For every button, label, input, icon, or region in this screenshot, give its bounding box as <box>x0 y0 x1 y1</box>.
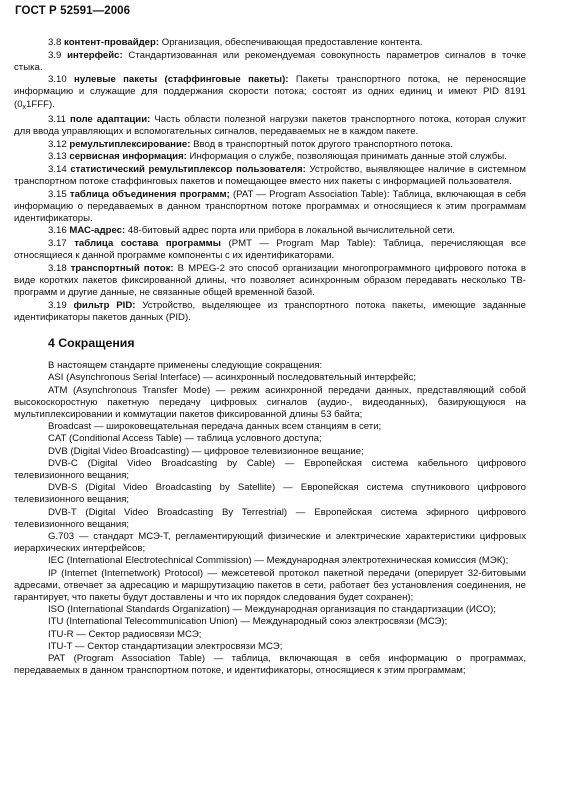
definition-text-tail: 1FFF). <box>26 98 55 110</box>
definition-number: 3.18 <box>48 262 67 274</box>
abbreviation-item: DVB-C (Digital Video Broadcasting by Cable) — Европейская система кабельного цифрового телевизионного вещания; <box>14 457 526 481</box>
abbreviation-item: ITU-T — Сектор стандартизации электросвязи МСЭ; <box>48 640 283 652</box>
abbreviation-item: CAT (Conditional Access Table) — таблица условного доступа; <box>48 433 322 445</box>
abbreviation-item: Broadcast — широковещательная передача данных всем станциям в сети; <box>48 421 382 433</box>
definition-text: Часть области полезной нагрузки пакетов транспортного потока, которая служит для ввода управляющих и вспомогательных сигналов, передаваемых не в каждом пакете. <box>14 114 526 138</box>
abbreviation-item: DVB-S (Digital Video Broadcasting by Satellite) — Европейская система спутникового цифрового телевизионного вещания; <box>14 482 526 506</box>
definition-item <box>14 300 526 324</box>
abbreviation-item: ITU (International Telecommunication Union) — Международный союз электросвязи (МСЭ); <box>48 616 448 628</box>
definition-term: фильтр PID: <box>73 299 136 311</box>
section-4-title: 4 Сокращения <box>48 335 135 350</box>
definition-text: Организация, обеспечивающая предоставление контента. <box>161 37 423 48</box>
definition-term: таблица объединения программ; <box>69 188 230 200</box>
abbreviation-item: DVB (Digital Video Broadcasting) — цифровое телевизионное вещание; <box>48 445 364 457</box>
definition-text: Ввод в транспортный поток другого транспортного потока. <box>193 138 453 150</box>
abbreviation-item: IEC (International Electrotechnical Commission) — Международная электротехническая комиссия (МЭК); <box>48 555 509 567</box>
definition-number: 3.10 <box>48 74 67 86</box>
definition-term: статистический ремультиплексор пользователя: <box>70 163 306 175</box>
definition-number: 3.16 <box>48 225 67 237</box>
definition-text: (PAT — Program Association Table): Таблица, включающая в себя информацию о передаваемых в данном транспортном потоке программах и относящиеся к этим программам идентификаторы. <box>14 188 527 224</box>
abbreviation-item: DVB-T (Digital Video Broadcasting By Terrestrial) — Европейская система эфирного цифрового телевизионного вещания; <box>14 506 526 530</box>
definition-text: В MPEG-2 это способ организации многопрограммного цифрового потока в виде коротких пакетов фиксированной длины, что позволяет асинхронным образом передавать несколько ТВ-программ и другие данные, не связанные общей временной базой. <box>14 262 526 299</box>
document-header: ГОСТ Р 52591—2006 <box>15 5 131 17</box>
definition-item <box>14 225 526 237</box>
definition-text: Информация о службе, позволяющая принимать данные этой службы. <box>189 151 507 163</box>
abbreviations-list <box>14 372 526 677</box>
definition-subscript: x <box>22 103 27 111</box>
definition-item <box>14 50 526 74</box>
definition-number: 3.11 <box>48 114 66 126</box>
definition-item <box>14 37 526 49</box>
abbreviation-item: ATM (Asynchronous Transfer Mode) — режим асинхронной передачи данных, представляющий собой высокоскоростную пакетную передачу цифровых сигналов (аудио-, видеоданных), базирующуюся на мультиплексировании и коммутации пакетов фиксированной длины 53 байта; <box>14 384 526 420</box>
definition-term: ремультиплексирование: <box>69 138 191 150</box>
definition-item <box>14 74 526 114</box>
definition-number: 3.12 <box>48 138 67 150</box>
definition-text: Устройство, выделяющее из транспортного потока пакеты, имеющие заданные идентификаторы пакетов данных (PID). <box>14 299 526 323</box>
abbreviation-item: PAT (Program Association Table) — таблица, включающая в себя информацию о программах, передаваемых в данном транспортном потоке, и идентификаторы, относящиеся к этим программам; <box>14 653 526 677</box>
definition-item <box>14 151 526 163</box>
abbreviation-item: ASI (Asynchronous Serial Interface) — асинхронный последовательный интерфейс; <box>48 372 417 384</box>
definition-number: 3.19 <box>48 299 67 311</box>
definition-number: 3.17 <box>48 237 67 249</box>
definition-term: поле адаптации: <box>70 114 151 126</box>
definition-item <box>14 139 526 151</box>
definition-number: 3.8 <box>48 37 62 48</box>
definition-number: 3.9 <box>48 49 62 61</box>
definition-term: нулевые пакеты (стаффинговые пакеты): <box>74 74 289 86</box>
definition-text: Пакеты транспортного потока, не переносящие информацию и служащие для поддержания скорости потока; состоят из одних единиц и имеют PID 8191 (0 <box>14 74 527 110</box>
definition-item <box>14 164 526 188</box>
definition-number: 3.15 <box>48 188 67 200</box>
definition-number: 3.13 <box>48 151 67 163</box>
definition-item <box>14 263 526 300</box>
definition-item <box>14 114 526 138</box>
definition-item <box>14 189 526 226</box>
definition-text: 48-битовый адрес порта или прибора в локальной вычислительной сети. <box>127 225 455 237</box>
abbreviation-item: IP (Internet (Internetwork) Protocol) — межсетевой протокол пакетной передачи (оперирует 32-битовыми адресами, отвечает за адресацию и маршрутизацию пакетов в сети, работает без установления соединения, не гарантирует, что пакеты будут доставлены и что их порядок следования будет сохранен); <box>14 567 526 603</box>
definition-term: МАС-адрес: <box>69 225 126 237</box>
definition-term: таблица состава программы <box>74 237 221 249</box>
definition-text: Стандартизованная или рекомендуемая совокупность параметров сигналов в точке стыка. <box>14 49 526 73</box>
document-body <box>14 37 526 677</box>
definition-term: транспортный поток: <box>70 262 174 274</box>
definition-term: контент-провайдер: <box>64 37 160 48</box>
definition-text: Устройство, выявляющее наличие в системном транспортном потоке стаффинговых пакетов и помещающее вместо них пакеты с информацией пользователя. <box>14 163 527 188</box>
definition-item <box>14 238 526 262</box>
definition-term: интерфейс: <box>67 49 123 61</box>
definitions-list <box>14 37 526 324</box>
definition-number: 3.14 <box>48 163 67 175</box>
definition-text: (PMT — Program Map Table): Таблица, перечисляющая все относящиеся к данной программе компоненты с их идентификаторами. <box>14 237 526 262</box>
abbreviation-item: ITU-R — Сектор радиосвязи МСЭ; <box>48 628 202 640</box>
section-4-intro: В настоящем стандарте применены следующие сокращения: <box>48 360 323 372</box>
abbreviation-item: ISO (International Standards Organization) — Международная организация по стандартизации (ИСО); <box>48 604 496 616</box>
definition-term: сервисная информация: <box>69 151 187 163</box>
abbreviation-item: G.703 — стандарт МСЭ-Т, регламентирующий физические и электрические характеристики цифровых иерархических интерфейсов; <box>14 530 526 555</box>
